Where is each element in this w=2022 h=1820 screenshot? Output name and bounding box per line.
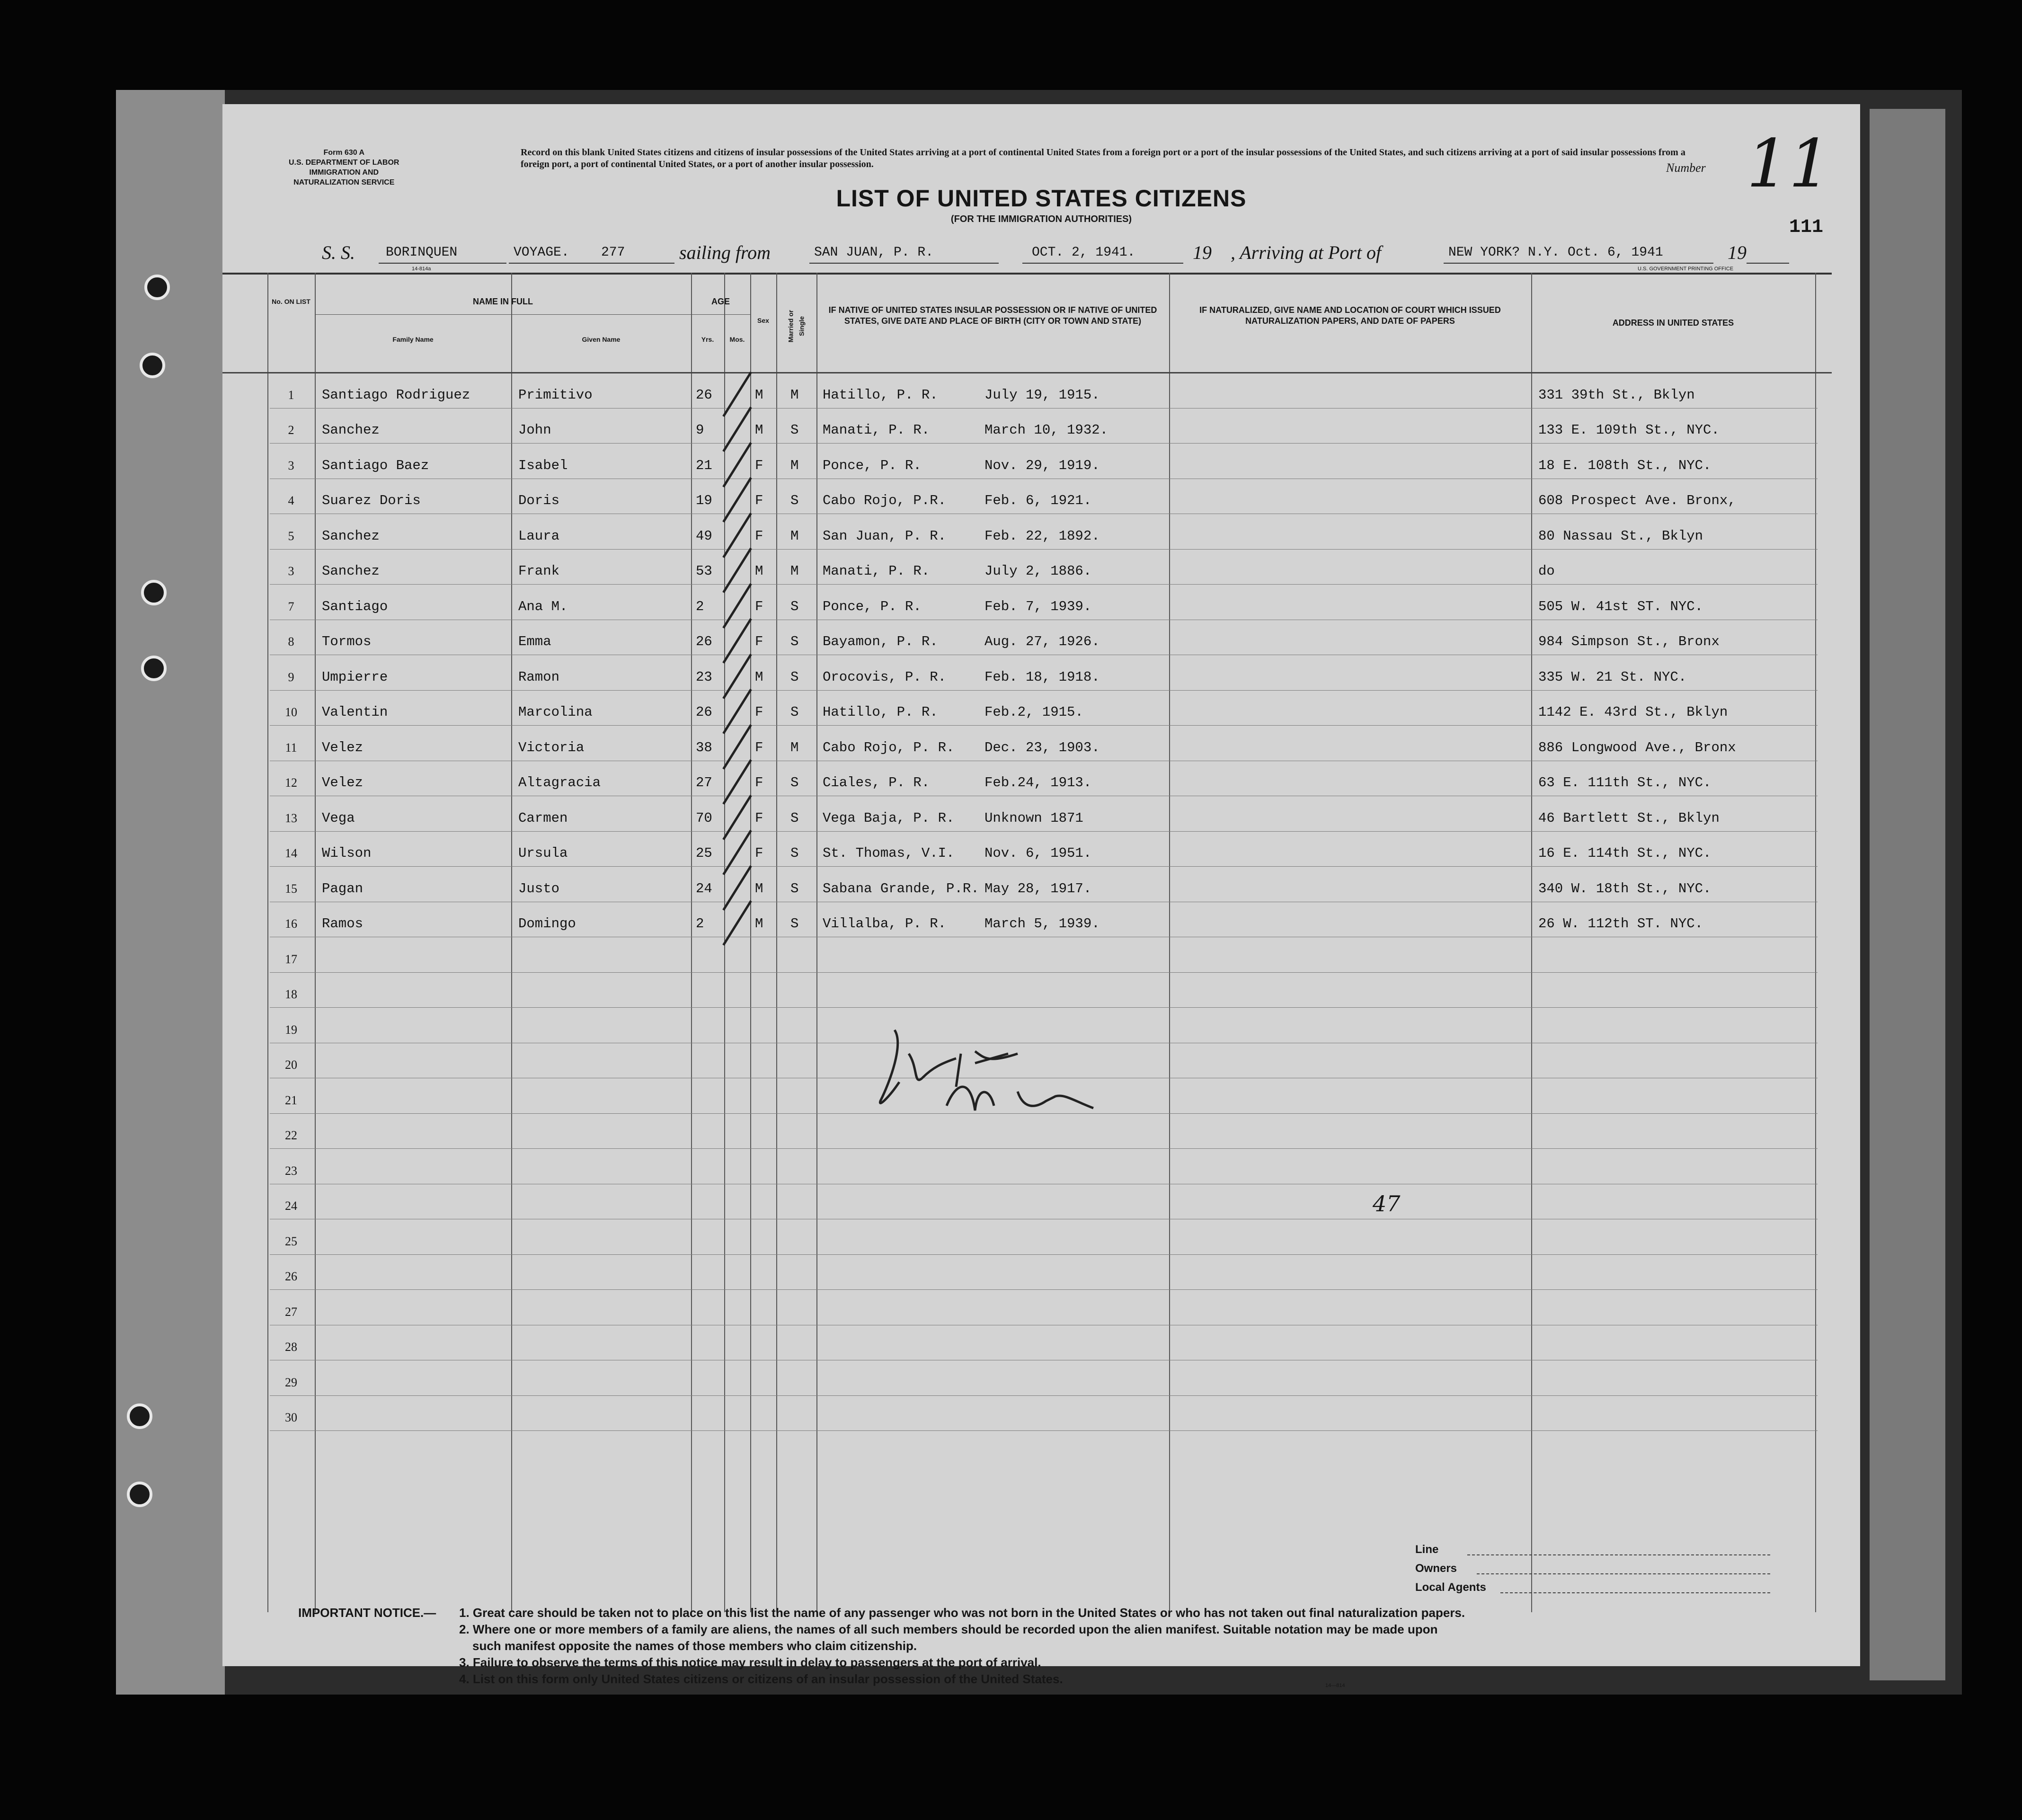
column-rule	[776, 273, 777, 1612]
entry-family: Sanchez	[322, 422, 380, 438]
office-mark: U.S. GOVERNMENT PRINTING OFFICE	[1638, 266, 1734, 272]
entry-address: 46 Bartlett St., Bklyn	[1538, 810, 1720, 826]
row-number: 22	[285, 1128, 297, 1142]
header-yrs: Yrs.	[701, 336, 714, 343]
owners-label: Owners	[1415, 1562, 1457, 1575]
underline	[509, 263, 674, 264]
local-agents-field	[1500, 1592, 1770, 1593]
entry-place: Bayamon, P. R.	[823, 634, 938, 649]
entry-ms: S	[790, 845, 799, 861]
arriving-label: , Arriving at Port of	[1231, 242, 1382, 263]
entry-date: July 19, 1915.	[984, 387, 1100, 403]
entry-family: Sanchez	[322, 563, 380, 579]
entry-family: Wilson	[322, 845, 372, 861]
column-rule	[1815, 273, 1816, 1612]
entry-ms: S	[790, 704, 799, 720]
row-number: 13	[285, 811, 297, 825]
row-number: 7	[288, 599, 294, 613]
voyage-label: VOYAGE.	[514, 245, 569, 260]
entry-given: Carmen	[518, 810, 568, 826]
entry-yrs: 38	[696, 739, 712, 755]
entry-date: Feb. 6, 1921.	[984, 493, 1092, 508]
entry-ms: S	[790, 598, 799, 614]
line-label: Line	[1415, 1543, 1439, 1556]
entry-address: 340 W. 18th St., NYC.	[1538, 880, 1712, 897]
row-rule	[270, 972, 1818, 973]
row-rule	[270, 831, 1818, 832]
row-number: 8	[288, 635, 294, 648]
header-age: AGE	[711, 297, 730, 306]
owners-field	[1477, 1573, 1770, 1574]
row-number: 1	[288, 388, 294, 402]
row-number: 9	[288, 670, 294, 684]
list-number: 11	[1747, 125, 1831, 203]
entry-sex: F	[755, 810, 763, 826]
entry-date: July 2, 1886.	[984, 563, 1092, 579]
header-birth: IF NATIVE OF UNITED STATES INSULAR POSSESSION OR IF NATIVE OF UNITED STATES, GIVE DATE AND PLACE OF BIRTH (CITY OR TOWN AND STATE)	[828, 305, 1157, 326]
arrival-port: NEW YORK? N.Y. Oct. 6, 1941	[1448, 245, 1663, 260]
form-id-line: U.S. DEPARTMENT OF LABOR	[289, 159, 399, 167]
binder-hole	[140, 353, 165, 378]
header-married-single: Married or Single	[787, 310, 806, 343]
entry-place: Manati, P. R.	[823, 422, 930, 438]
entry-given: Domingo	[518, 916, 576, 932]
binder-hole	[144, 275, 170, 300]
row-number: 19	[285, 1022, 297, 1037]
column-rule	[511, 273, 512, 1612]
entry-ms: S	[790, 880, 799, 897]
row-number: 29	[285, 1375, 297, 1389]
next-page-edge	[1870, 109, 1945, 1680]
year-label: 19	[1193, 242, 1212, 263]
table-top-rule	[222, 273, 1832, 275]
entry-ms: S	[790, 493, 799, 508]
manifest-page	[222, 104, 1860, 1688]
entry-address: 1142 E. 43rd St., Bklyn	[1538, 704, 1728, 720]
entry-family: Ramos	[322, 916, 364, 932]
form-instructions: Record on this blank United States citizens and citizens of insular possessions of the United States arriving at a port of continental United States from a foreign port or a port of the insular possessions of the United States, and such citizens arriving at a port of said insular possessions from a foreign port, a port of continental United States, or a port of another insular possession.	[521, 147, 1685, 169]
entry-date: March 10, 1932.	[984, 422, 1109, 438]
entry-given: Ramon	[518, 669, 560, 685]
entry-place: Manati, P. R.	[823, 563, 930, 579]
entry-family: Vega	[322, 810, 355, 826]
entry-yrs: 25	[696, 845, 712, 861]
entry-ms: S	[790, 634, 799, 649]
binder-hole	[127, 1403, 152, 1429]
header-address: ADDRESS IN UNITED STATES	[1612, 318, 1734, 328]
entry-place: Orocovis, P. R.	[823, 669, 947, 685]
ship-name: BORINQUEN	[386, 245, 458, 260]
entry-yrs: 21	[696, 457, 712, 473]
row-rule	[270, 1430, 1818, 1431]
entry-family: Tormos	[322, 634, 372, 649]
column-rule	[750, 273, 751, 1612]
entry-date: Nov. 6, 1951.	[984, 845, 1092, 861]
row-rule	[270, 443, 1818, 444]
entry-place: Ciales, P. R.	[823, 775, 930, 790]
entry-family: Sanchez	[322, 528, 380, 544]
row-number: 23	[285, 1163, 297, 1178]
column-rule	[691, 273, 692, 1612]
entry-address: 16 E. 114th St., NYC.	[1538, 845, 1712, 861]
row-number: 4	[288, 494, 294, 507]
row-number: 24	[285, 1199, 297, 1213]
form-id-line: NATURALIZATION SERVICE	[293, 178, 395, 186]
entry-given: Ana M.	[518, 598, 568, 614]
notice-heading: IMPORTANT NOTICE.—	[298, 1606, 436, 1620]
entry-given: Doris	[518, 493, 560, 508]
row-rule	[270, 690, 1818, 691]
entry-date: Dec. 23, 1903.	[984, 739, 1100, 755]
header-rule	[315, 314, 691, 315]
row-rule	[270, 584, 1818, 585]
entry-date: Nov. 29, 1919.	[984, 457, 1100, 473]
entry-given: Altagracia	[518, 775, 601, 790]
entry-yrs: 2	[696, 598, 704, 614]
entry-sex: F	[755, 598, 763, 614]
entry-given: Ursula	[518, 845, 568, 861]
entry-sex: F	[755, 845, 763, 861]
entry-ms: S	[790, 669, 799, 685]
entry-yrs: 24	[696, 880, 712, 897]
row-rule	[270, 1289, 1818, 1290]
binder-hole	[141, 580, 167, 605]
entry-sex: M	[755, 387, 763, 403]
entry-family: Santiago Baez	[322, 457, 429, 473]
row-rule	[270, 725, 1818, 726]
entry-date: Feb. 7, 1939.	[984, 598, 1092, 614]
header-bottom-rule	[222, 372, 1832, 373]
column-rule	[1169, 273, 1170, 1612]
entry-yrs: 19	[696, 493, 712, 508]
entry-given: Emma	[518, 634, 551, 649]
page-title: LIST OF UNITED STATES CITIZENS	[836, 185, 1247, 212]
departure-date: OCT. 2, 1941.	[1032, 245, 1135, 260]
row-number: 5	[288, 529, 294, 543]
row-rule	[270, 1254, 1818, 1255]
local-agents-label: Local Agents	[1415, 1581, 1486, 1594]
entry-address: 331 39th St., Bklyn	[1538, 387, 1695, 403]
entry-sex: M	[755, 563, 763, 579]
form-id-line: Form 630 A	[323, 149, 365, 157]
entry-sex: M	[755, 669, 763, 685]
entry-address: 63 E. 111th St., NYC.	[1538, 775, 1712, 790]
row-number: 3	[288, 564, 294, 578]
underline	[379, 263, 506, 264]
header-mos: Mos.	[729, 336, 745, 343]
entry-ms: M	[790, 563, 799, 579]
row-number: 21	[285, 1093, 297, 1107]
entry-place: Hatillo, P. R.	[823, 387, 938, 403]
notice-item: 3. Failure to observe the terms of this notice may result in delay to passengers at the port of arrival.	[459, 1655, 1041, 1669]
footer-mark: 14—814	[1325, 1683, 1345, 1688]
entry-date: March 5, 1939.	[984, 916, 1100, 932]
row-number: 11	[285, 740, 297, 755]
entry-date: May 28, 1917.	[984, 880, 1092, 897]
entry-yrs: 49	[696, 528, 712, 544]
entry-yrs: 2	[696, 916, 704, 932]
entry-date: Unknown 1871	[984, 810, 1083, 826]
entry-sex: F	[755, 493, 763, 508]
column-rule	[1531, 273, 1532, 1612]
entry-yrs: 23	[696, 669, 712, 685]
row-number: 12	[285, 776, 297, 790]
underline	[1747, 263, 1789, 264]
entry-address: 608 Prospect Ave. Bronx,	[1538, 493, 1736, 508]
printer-mark: 14-814a	[412, 266, 431, 272]
page-count-note: 47	[1373, 1191, 1401, 1216]
entry-address: 133 E. 109th St., NYC.	[1538, 422, 1720, 438]
entry-given: Marcolina	[518, 704, 593, 720]
entry-yrs: 9	[696, 422, 704, 438]
row-number: 2	[288, 423, 294, 437]
notice-item: such manifest opposite the names of those members who claim citizenship.	[472, 1639, 917, 1653]
row-rule	[270, 1395, 1818, 1396]
page-binding-edge	[116, 90, 225, 1695]
entry-place: Sabana Grande, P.R.	[823, 880, 979, 897]
notice-item: 1. Great care should be taken not to place on this list the name of any passenger who was not born in the United States or who has not taken out final naturalization papers.	[459, 1606, 1465, 1620]
entry-ms: S	[790, 810, 799, 826]
entry-date: Feb.2, 1915.	[984, 704, 1083, 720]
row-number: 16	[285, 917, 297, 931]
entry-family: Santiago Rodriguez	[322, 387, 470, 403]
row-rule	[270, 866, 1818, 867]
binder-hole	[127, 1482, 152, 1507]
entry-given: Laura	[518, 528, 560, 544]
entry-ms: M	[790, 457, 799, 473]
page-subtitle: (FOR THE IMMIGRATION AUTHORITIES)	[950, 214, 1132, 224]
column-rule	[267, 273, 268, 1612]
form-id-line: IMMIGRATION AND	[309, 169, 379, 177]
entry-ms: S	[790, 422, 799, 438]
header-rule	[691, 314, 750, 315]
sailing-label: sailing from	[679, 242, 771, 263]
ss-label: S. S.	[322, 242, 355, 263]
row-rule	[270, 1148, 1818, 1149]
column-rule	[816, 273, 817, 1612]
entry-family: Velez	[322, 739, 364, 755]
entry-address: do	[1538, 563, 1555, 579]
entry-given: Isabel	[518, 457, 568, 473]
row-number: 27	[285, 1305, 297, 1319]
header-no-on-list: No. ON LIST	[272, 298, 310, 305]
entry-place: Villalba, P. R.	[823, 916, 947, 932]
row-number: 3	[288, 458, 294, 472]
check-mark	[722, 900, 752, 946]
entry-yrs: 26	[696, 387, 712, 403]
entry-address: 18 E. 108th St., NYC.	[1538, 457, 1712, 473]
entry-sex: F	[755, 739, 763, 755]
entry-family: Santiago	[322, 598, 388, 614]
row-number: 20	[285, 1058, 297, 1072]
underline	[809, 263, 999, 264]
entry-family: Velez	[322, 775, 364, 790]
entry-sex: M	[755, 880, 763, 897]
entry-place: Hatillo, P. R.	[823, 704, 938, 720]
underline	[1444, 263, 1713, 264]
entry-place: St. Thomas, V.I.	[823, 845, 955, 861]
row-number: 30	[285, 1411, 297, 1424]
entry-place: Ponce, P. R.	[823, 457, 922, 473]
header-name-in-full: NAME IN FULL	[473, 297, 533, 306]
entry-date: Aug. 27, 1926.	[984, 634, 1100, 649]
entry-family: Suarez Doris	[322, 493, 421, 508]
departure-port: SAN JUAN, P. R.	[814, 245, 934, 260]
entry-yrs: 70	[696, 810, 712, 826]
row-number: 26	[285, 1270, 297, 1283]
year-label: 19	[1728, 242, 1747, 263]
entry-address: 505 W. 41st ST. NYC.	[1538, 598, 1703, 614]
entry-ms: M	[790, 387, 799, 403]
entry-date: Feb.24, 1913.	[984, 775, 1092, 790]
entry-sex: F	[755, 457, 763, 473]
entry-date: Feb. 22, 1892.	[984, 528, 1100, 544]
entry-sex: F	[755, 634, 763, 649]
entry-address: 886 Longwood Ave., Bronx	[1538, 739, 1736, 755]
entry-family: Umpierre	[322, 669, 388, 685]
entry-family: Valentin	[322, 704, 388, 720]
notice-item: 4. List on this form only United States citizens or citizens of an insular possession of the United States.	[459, 1672, 1063, 1686]
entry-place: San Juan, P. R.	[823, 528, 947, 544]
entry-sex: F	[755, 528, 763, 544]
row-rule	[270, 1007, 1818, 1008]
handwritten-signature	[876, 1025, 1141, 1115]
entry-place: Cabo Rojo, P.R.	[823, 493, 947, 508]
entry-given: Frank	[518, 563, 560, 579]
entry-date: Feb. 18, 1918.	[984, 669, 1100, 685]
entry-family: Pagan	[322, 880, 364, 897]
entry-sex: M	[755, 422, 763, 438]
entry-place: Cabo Rojo, P. R.	[823, 739, 955, 755]
form-id	[289, 148, 399, 187]
entry-sex: M	[755, 916, 763, 932]
column-rule	[315, 273, 316, 1612]
row-number: 18	[285, 987, 297, 1001]
row-number: 14	[285, 846, 297, 860]
line-field	[1467, 1554, 1770, 1555]
passenger-table	[222, 273, 1832, 1612]
row-number: 17	[285, 952, 297, 966]
entry-place: Ponce, P. R.	[823, 598, 922, 614]
header-sex: Sex	[757, 317, 769, 324]
header-naturalized: IF NATURALIZED, GIVE NAME AND LOCATION OF COURT WHICH ISSUED NATURALIZATION PAPERS, AND DATE OF PAPERS	[1199, 305, 1501, 326]
header-given-name: Given Name	[582, 336, 621, 343]
entry-given: Primitivo	[518, 387, 593, 403]
underline	[1022, 263, 1183, 264]
notice-item: 2. Where one or more members of a family are aliens, the names of all such members should be recorded upon the alien manifest. Suitable notation may be made upon	[459, 1622, 1438, 1636]
entry-sex: F	[755, 704, 763, 720]
entry-address: 80 Nassau St., Bklyn	[1538, 528, 1703, 544]
entry-ms: S	[790, 775, 799, 790]
entry-yrs: 26	[696, 634, 712, 649]
entry-sex: F	[755, 775, 763, 790]
entry-address: 335 W. 21 St. NYC.	[1538, 669, 1687, 685]
number-label: Number	[1666, 161, 1706, 175]
entry-given: Justo	[518, 880, 560, 897]
entry-ms: M	[790, 739, 799, 755]
entry-yrs: 53	[696, 563, 712, 579]
entry-given: John	[518, 422, 551, 438]
entry-yrs: 27	[696, 775, 712, 790]
header-family-name: Family Name	[392, 336, 434, 343]
row-number: 28	[285, 1340, 297, 1354]
entry-ms: S	[790, 916, 799, 932]
binder-hole	[141, 656, 167, 681]
entry-place: Vega Baja, P. R.	[823, 810, 955, 826]
row-rule	[270, 549, 1818, 550]
entry-yrs: 26	[696, 704, 712, 720]
sheet-number: 111	[1789, 217, 1824, 238]
voyage-number: 277	[601, 245, 625, 260]
row-number: 10	[285, 705, 297, 719]
entry-given: Victoria	[518, 739, 585, 755]
row-number: 25	[285, 1234, 297, 1248]
row-number: 15	[285, 881, 297, 896]
entry-ms: M	[790, 528, 799, 544]
entry-address: 26 W. 112th ST. NYC.	[1538, 916, 1703, 932]
entry-address: 984 Simpson St., Bronx	[1538, 634, 1720, 649]
